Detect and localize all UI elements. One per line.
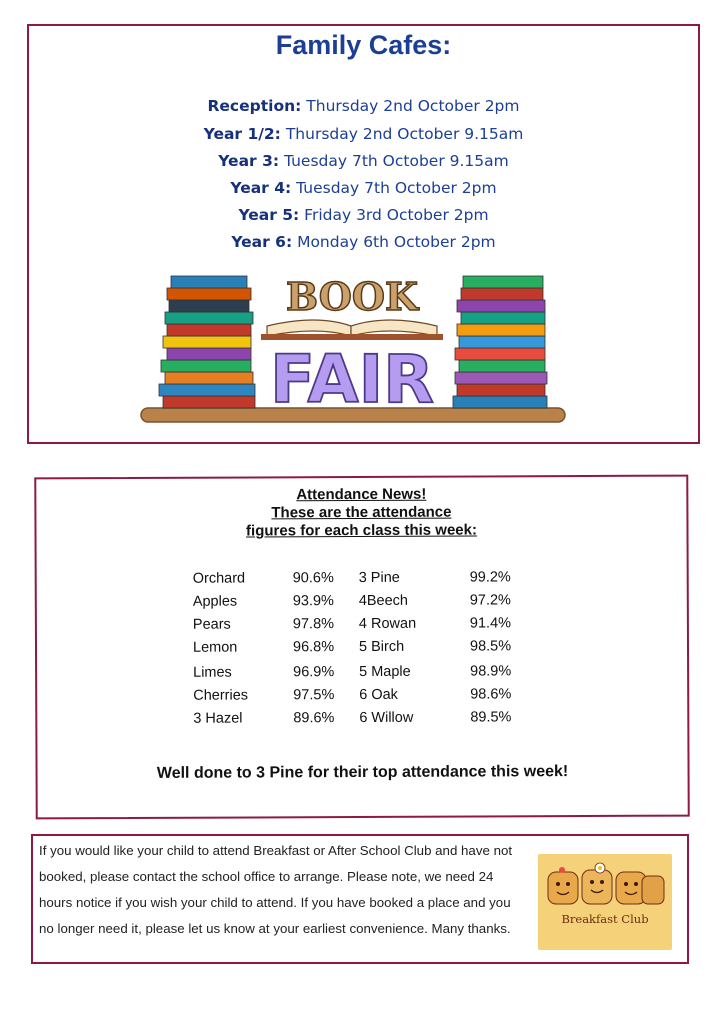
attendance-class-value: 98.6% bbox=[470, 686, 512, 703]
cafe-row-text: Thursday 2nd October 2pm bbox=[306, 97, 520, 115]
attendance-class-value: 90.6% bbox=[292, 570, 334, 587]
cafe-row-year-1-2 bbox=[29, 125, 698, 143]
cafe-row-year-6 bbox=[29, 233, 698, 251]
cafe-row-reception bbox=[29, 97, 698, 115]
toast-faces-icon bbox=[538, 854, 672, 914]
family-cafes-title: Family Cafes: bbox=[275, 30, 452, 60]
cafe-row-text: Tuesday 7th October 9.15am bbox=[283, 152, 509, 170]
attendance-class-name: 4 Rowan bbox=[358, 615, 417, 633]
cafe-row-year-4 bbox=[29, 179, 698, 197]
cafe-row-year-5 bbox=[29, 206, 698, 224]
attendance-class-name: Apples bbox=[192, 593, 238, 610]
breakfast-club-logo bbox=[538, 854, 672, 950]
attendance-class-value: 96.8% bbox=[292, 639, 335, 656]
attendance-class-name: Limes bbox=[193, 664, 232, 681]
attendance-class-name: 6 Oak bbox=[359, 686, 398, 704]
book-fair-illustration bbox=[137, 270, 569, 438]
attendance-class-name: Pears bbox=[192, 616, 231, 633]
attendance-class-name: 6 Willow bbox=[359, 709, 414, 727]
attendance-class-name: 5 Maple bbox=[359, 663, 411, 681]
right-book-stack-icon bbox=[453, 276, 547, 408]
attendance-footer: Well done to 3 Pine for their top attendance this week! bbox=[156, 763, 569, 782]
attendance-class-name: Orchard bbox=[192, 570, 246, 587]
attendance-class-value: 89.6% bbox=[293, 710, 335, 727]
attendance-class-value: 98.5% bbox=[469, 638, 512, 655]
cafe-row-text: Thursday 2nd October 9.15am bbox=[285, 125, 524, 143]
book-word: BOOK bbox=[285, 274, 419, 319]
cafe-row-label: Year 4: bbox=[230, 179, 292, 197]
attendance-class-value: 91.4% bbox=[469, 615, 512, 632]
attendance-heading: Attendance News! bbox=[296, 485, 427, 504]
breakfast-club-logo-label: Breakfast Club bbox=[561, 912, 649, 926]
cafe-row-label: Year 6: bbox=[231, 233, 293, 251]
cafe-row-text: Friday 3rd October 2pm bbox=[304, 206, 489, 224]
attendance-class-value: 97.8% bbox=[292, 616, 335, 633]
attendance-subheading: These are the attendance bbox=[271, 503, 452, 522]
attendance-class-name: 4Beech bbox=[358, 592, 409, 610]
cafe-row-label: Reception: bbox=[207, 97, 302, 115]
attendance-class-value: 96.9% bbox=[293, 664, 335, 681]
cafe-row-year-3 bbox=[29, 152, 698, 170]
attendance-panel bbox=[34, 475, 689, 820]
attendance-class-name: Cherries bbox=[193, 687, 249, 704]
attendance-class-value: 98.9% bbox=[470, 663, 512, 680]
cafe-row-text: Monday 6th October 2pm bbox=[297, 233, 496, 251]
open-book-icon bbox=[261, 320, 443, 340]
cafe-row-label: Year 1/2: bbox=[203, 125, 281, 143]
attendance-subheading-2: figures for each class this week: bbox=[245, 521, 477, 540]
attendance-class-value: 99.2% bbox=[469, 569, 511, 586]
attendance-class-value: 97.2% bbox=[469, 592, 511, 609]
attendance-class-value: 89.5% bbox=[470, 709, 512, 726]
breakfast-club-panel bbox=[31, 834, 689, 964]
cafe-row-text: Tuesday 7th October 2pm bbox=[296, 179, 497, 197]
cafe-row-label: Year 3: bbox=[218, 152, 280, 170]
cafe-row-label: Year 5: bbox=[238, 206, 300, 224]
attendance-class-name: 5 Birch bbox=[358, 638, 405, 656]
left-book-stack-icon bbox=[159, 276, 255, 408]
attendance-class-name: 3 Hazel bbox=[193, 710, 243, 727]
fair-word: FAIR bbox=[270, 341, 434, 418]
attendance-class-name: Lemon bbox=[192, 639, 238, 656]
family-cafes-panel bbox=[27, 24, 700, 444]
attendance-class-name: 3 Pine bbox=[358, 569, 400, 587]
attendance-class-value: 93.9% bbox=[292, 593, 334, 610]
attendance-class-value: 97.5% bbox=[293, 687, 335, 704]
breakfast-club-text: If you would like your child to attend Breakfast or After School Club and have not booked, please contact the school office to arrange. Please note, we need 24 hours notice if you wish your child to attend. If you have booked a place and you no longer need it, please let us know at your earliest convenience. Many thanks. bbox=[39, 843, 513, 936]
